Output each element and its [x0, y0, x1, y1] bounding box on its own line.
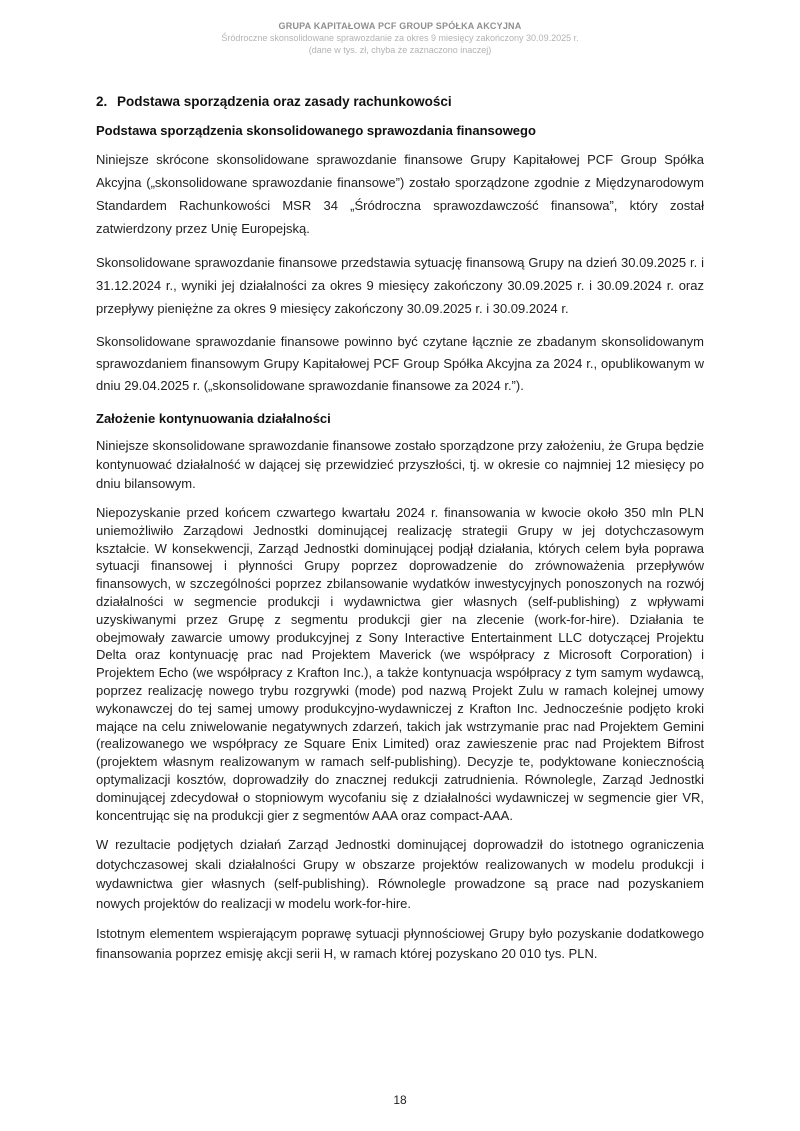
header-company-name: GRUPA KAPITAŁOWA PCF GROUP SPÓŁKA AKCYJNA — [278, 21, 522, 31]
section-title: Podstawa sporządzenia oraz zasady rachunkowości — [117, 94, 452, 109]
page-number: 18 — [393, 1093, 407, 1107]
paragraph-going-concern-2: Niepozyskanie przed końcem czwartego kwartału 2024 r. finansowania w kwocie około 350 mln PLN uniemożliwiło Zarządowi Jednostki dominującej realizację strategii Grupy w jej dotychczasowym kształcie. W konsekwencji, Zarząd Jednostki dominującej podjął działania, których celem była poprawa sytuacji finansowej i płynności Grupy poprzez doprowadzenie do zrównoważenia przepływów finansowych, w szczególności poprzez zbilansowanie wydatków inwestycyjnych ponoszonych na rozwój działalności w segmencie produkcji i wydawnictwa gier własnych (self-publishing) z wpływami uzyskiwanymi przez Grupę z segmentu produkcji gier na zlecenie (work-for-hire). Działania te obejmowały zawarcie umowy produkcyjnej z Sony Interactive Entertainment LLC dotyczącej Projektu Delta oraz kontynuację prac nad Projektem Maverick (we współpracy z Microsoft Corporation) i Projektem Echo (we współpracy z Krafton Inc.), a także kontynuacja współpracy z tym samym wydawcą, poprzez realizację nowego trybu rozgrywki (mode) pod nazwą Projekt Zulu w ramach kolejnej umowy wykonawczej do tej samej umowy produkcyjno-wydawniczej z Krafton Inc. Jednocześnie podjęto kroki mające na celu zniwelowanie negatywnych zdarzeń, takich jak wstrzymanie prac nad Projektem Gemini (realizowanego we współpracy ze Square Enix Limited) oraz zawieszenie prac nad Projektem Bifrost (projektem własnym realizowanym w ramach self-publishing). Decyzje te, podyktowane koniecznością optymalizacji kosztów, doprowadziły do znacznej redukcji zatrudnienia. Równolegle, Zarząd Jednostki dominującej zdecydował o stopniowym wycofaniu się z działalności wydawniczej w segmencie gier VR, koncentrując się na produkcji gier z segmentów AAA oraz compact-AAA. — [96, 505, 704, 823]
paragraph-going-concern-1: Niniejsze skonsolidowane sprawozdanie finansowe zostało sporządzone przy założeniu, że Grupa będzie kontynuować działalność w dającej się przewidzieć przyszłości, tj. w okresie co najmniej 12 miesięcy po dniu bilansowym. — [96, 438, 704, 491]
subsection-title-basis: Podstawa sporządzenia skonsolidowanego sprawozdania finansowego — [96, 123, 536, 138]
paragraph-basis-2: Skonsolidowane sprawozdanie finansowe przedstawia sytuację finansową Grupy na dzień 30.09.2025 r. i 31.12.2024 r., wyniki jej działalności za okres 9 miesięcy zakończony 30.09.2025 r. i 30.09.2024 r. oraz przepływy pieniężne za okres 9 miesięcy zakończony 30.09.2025 r. i 30.09.2024 r. — [96, 255, 704, 316]
document-body — [0, 94, 800, 963]
paragraph-going-concern-3: W rezultacie podjętych działań Zarząd Jednostki dominującej doprowadził do istotnego ograniczenia dotychczasowej skali działalności Grupy w obszarze projektów realizowanych w modelu produkcji i wydawnictwa gier własnych (self-publishing). Równolegle prowadzone są prace nad pozyskaniem nowych projektów do realizacji w modelu work-for-hire. — [96, 837, 704, 911]
page-header — [0, 0, 800, 56]
paragraph-basis-3: Skonsolidowane sprawozdanie finansowe powinno być czytane łącznie ze zbadanym skonsolidowanym sprawozdaniem finansowym Grupy Kapitałowej PCF Group Spółka Akcyjna za 2024 r., opublikowanym w dniu 29.04.2025 r. („skonsolidowane sprawozdanie finansowe za 2024 r.”). — [96, 334, 704, 393]
section-heading — [96, 94, 704, 109]
subsection-title-going-concern: Założenie kontynuowania działalności — [96, 411, 331, 426]
paragraph-going-concern-4: Istotnym elementem wspierającym poprawę sytuacji płynnościowej Grupy było pozyskanie dodatkowego finansowania poprzez emisję akcji serii H, w ramach której pozyskano 20 010 tys. PLN. — [96, 926, 704, 961]
page-footer — [0, 1093, 800, 1107]
header-report-title: Śródroczne skonsolidowane sprawozdanie za okres 9 miesięcy zakończony 30.09.2025 r. — [221, 33, 579, 43]
header-data-note: (dane w tys. zł, chyba że zaznaczono inaczej) — [308, 45, 492, 55]
section-number: 2. — [96, 94, 108, 109]
paragraph-basis-1: Niniejsze skrócone skonsolidowane sprawozdanie finansowe Grupy Kapitałowej PCF Group Spółka Akcyjna („skonsolidowane sprawozdanie finansowe”) zostało sporządzone zgodnie z Międzynarodowym Standardem Rachunkowości MSR 34 „Śródroczna sprawozdawczość finansowa”, który został zatwierdzony przez Unię Europejską. — [96, 152, 704, 236]
